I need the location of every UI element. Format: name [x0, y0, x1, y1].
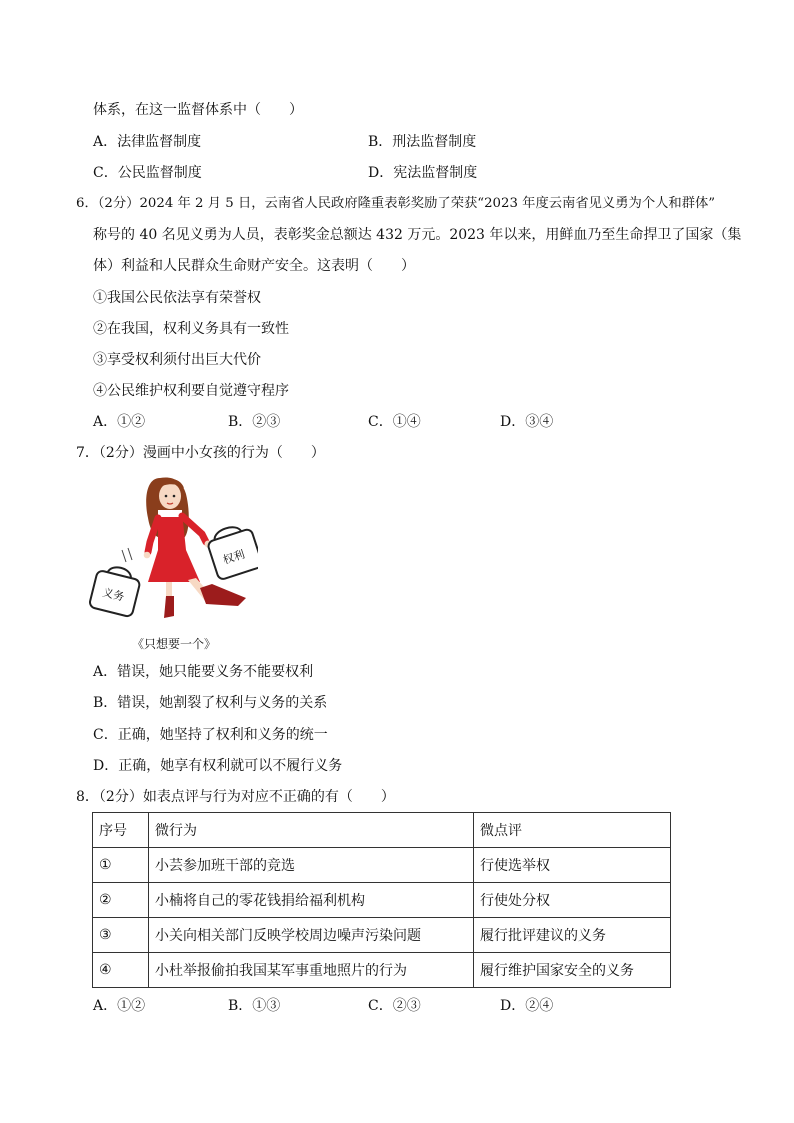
q6-stem-line2: 称号的 40 名见义勇为人员，表彰奖金总额达 432 万元。2023 年以来，用鲜血乃至生命捍卫了国家（集	[93, 227, 742, 243]
q6-option-b[interactable]: B．②③	[228, 414, 281, 430]
q7-cartoon	[88, 470, 258, 630]
q6-stem-line1: 6．（2分）2024 年 2 月 5 日，云南省人民政府隆重表彰奖励了荣获“2023 年度云南省见义勇为个人和群体”	[76, 196, 716, 211]
table-row	[93, 883, 671, 918]
table-header-row	[93, 813, 671, 848]
table-cell: ②	[93, 883, 149, 918]
table-cell: 行使选举权	[474, 848, 671, 883]
table-row	[93, 848, 671, 883]
q8-option-c[interactable]: C．②③	[368, 998, 421, 1014]
table-row	[93, 953, 671, 988]
table-cell: 小关向相关部门反映学校周边噪声污染问题	[149, 918, 474, 953]
q7-option-c[interactable]: C．正确，她坚持了权利和义务的统一	[93, 727, 328, 743]
table-cell: 履行批评建议的义务	[474, 918, 671, 953]
table-header-cell: 微行为	[149, 813, 474, 848]
q7-cartoon-caption: 《只想要一个》	[132, 637, 217, 651]
q6-option-c[interactable]: C．①④	[368, 414, 421, 430]
q6-stem-line3: 体）利益和人民群众生命财产安全。这表明（ ）	[93, 258, 415, 274]
q6-statement-4: ④公民维护权利要自觉遵守程序	[93, 383, 289, 399]
q7-option-d[interactable]: D．正确，她享有权利就可以不履行义务	[93, 758, 343, 774]
table-header-cell: 微点评	[474, 813, 671, 848]
q5-option-b[interactable]: B．刑法监督制度	[368, 134, 477, 150]
table-cell: ④	[93, 953, 149, 988]
q8-option-a[interactable]: A．①②	[93, 998, 146, 1014]
table-cell: 小杜举报偷拍我国某军事重地照片的行为	[149, 953, 474, 988]
cartoon-bag-right-label: 权利	[221, 547, 247, 567]
q6-statement-3: ③享受权利须付出巨大代价	[93, 352, 261, 368]
q7-option-a[interactable]: A．错误，她只能要义务不能要权利	[93, 664, 314, 680]
q6-option-d[interactable]: D．③④	[500, 414, 554, 430]
q5-stem-tail: 体系，在这一监督体系中（ ）	[93, 102, 303, 118]
table-row	[93, 918, 671, 953]
table-cell: 履行维护国家安全的义务	[474, 953, 671, 988]
q8-stem: 8．（2分）如表点评与行为对应不正确的有（ ）	[76, 789, 395, 805]
q8-table	[92, 812, 671, 988]
q5-option-a[interactable]: A．法律监督制度	[93, 134, 202, 150]
q8-option-d[interactable]: D．②④	[500, 998, 554, 1014]
q6-statement-2: ②在我国，权利义务具有一致性	[93, 321, 289, 337]
table-cell: 行使处分权	[474, 883, 671, 918]
table-cell: ①	[93, 848, 149, 883]
q5-option-c[interactable]: C．公民监督制度	[93, 165, 202, 181]
table-cell: ③	[93, 918, 149, 953]
q5-option-d[interactable]: D．宪法监督制度	[368, 165, 478, 181]
q7-option-b[interactable]: B．错误，她割裂了权利与义务的关系	[93, 695, 328, 711]
cartoon-bag-left-label: 义务	[101, 585, 126, 604]
table-cell: 小楠将自己的零花钱捐给福利机构	[149, 883, 474, 918]
q6-option-a[interactable]: A．①②	[93, 414, 146, 430]
q7-stem: 7．（2分）漫画中小女孩的行为（ ）	[76, 445, 325, 461]
table-cell: 小芸参加班干部的竞选	[149, 848, 474, 883]
q6-statement-1: ①我国公民依法享有荣誉权	[93, 290, 261, 306]
q8-option-b[interactable]: B．①③	[228, 998, 281, 1014]
table-header-cell: 序号	[93, 813, 149, 848]
